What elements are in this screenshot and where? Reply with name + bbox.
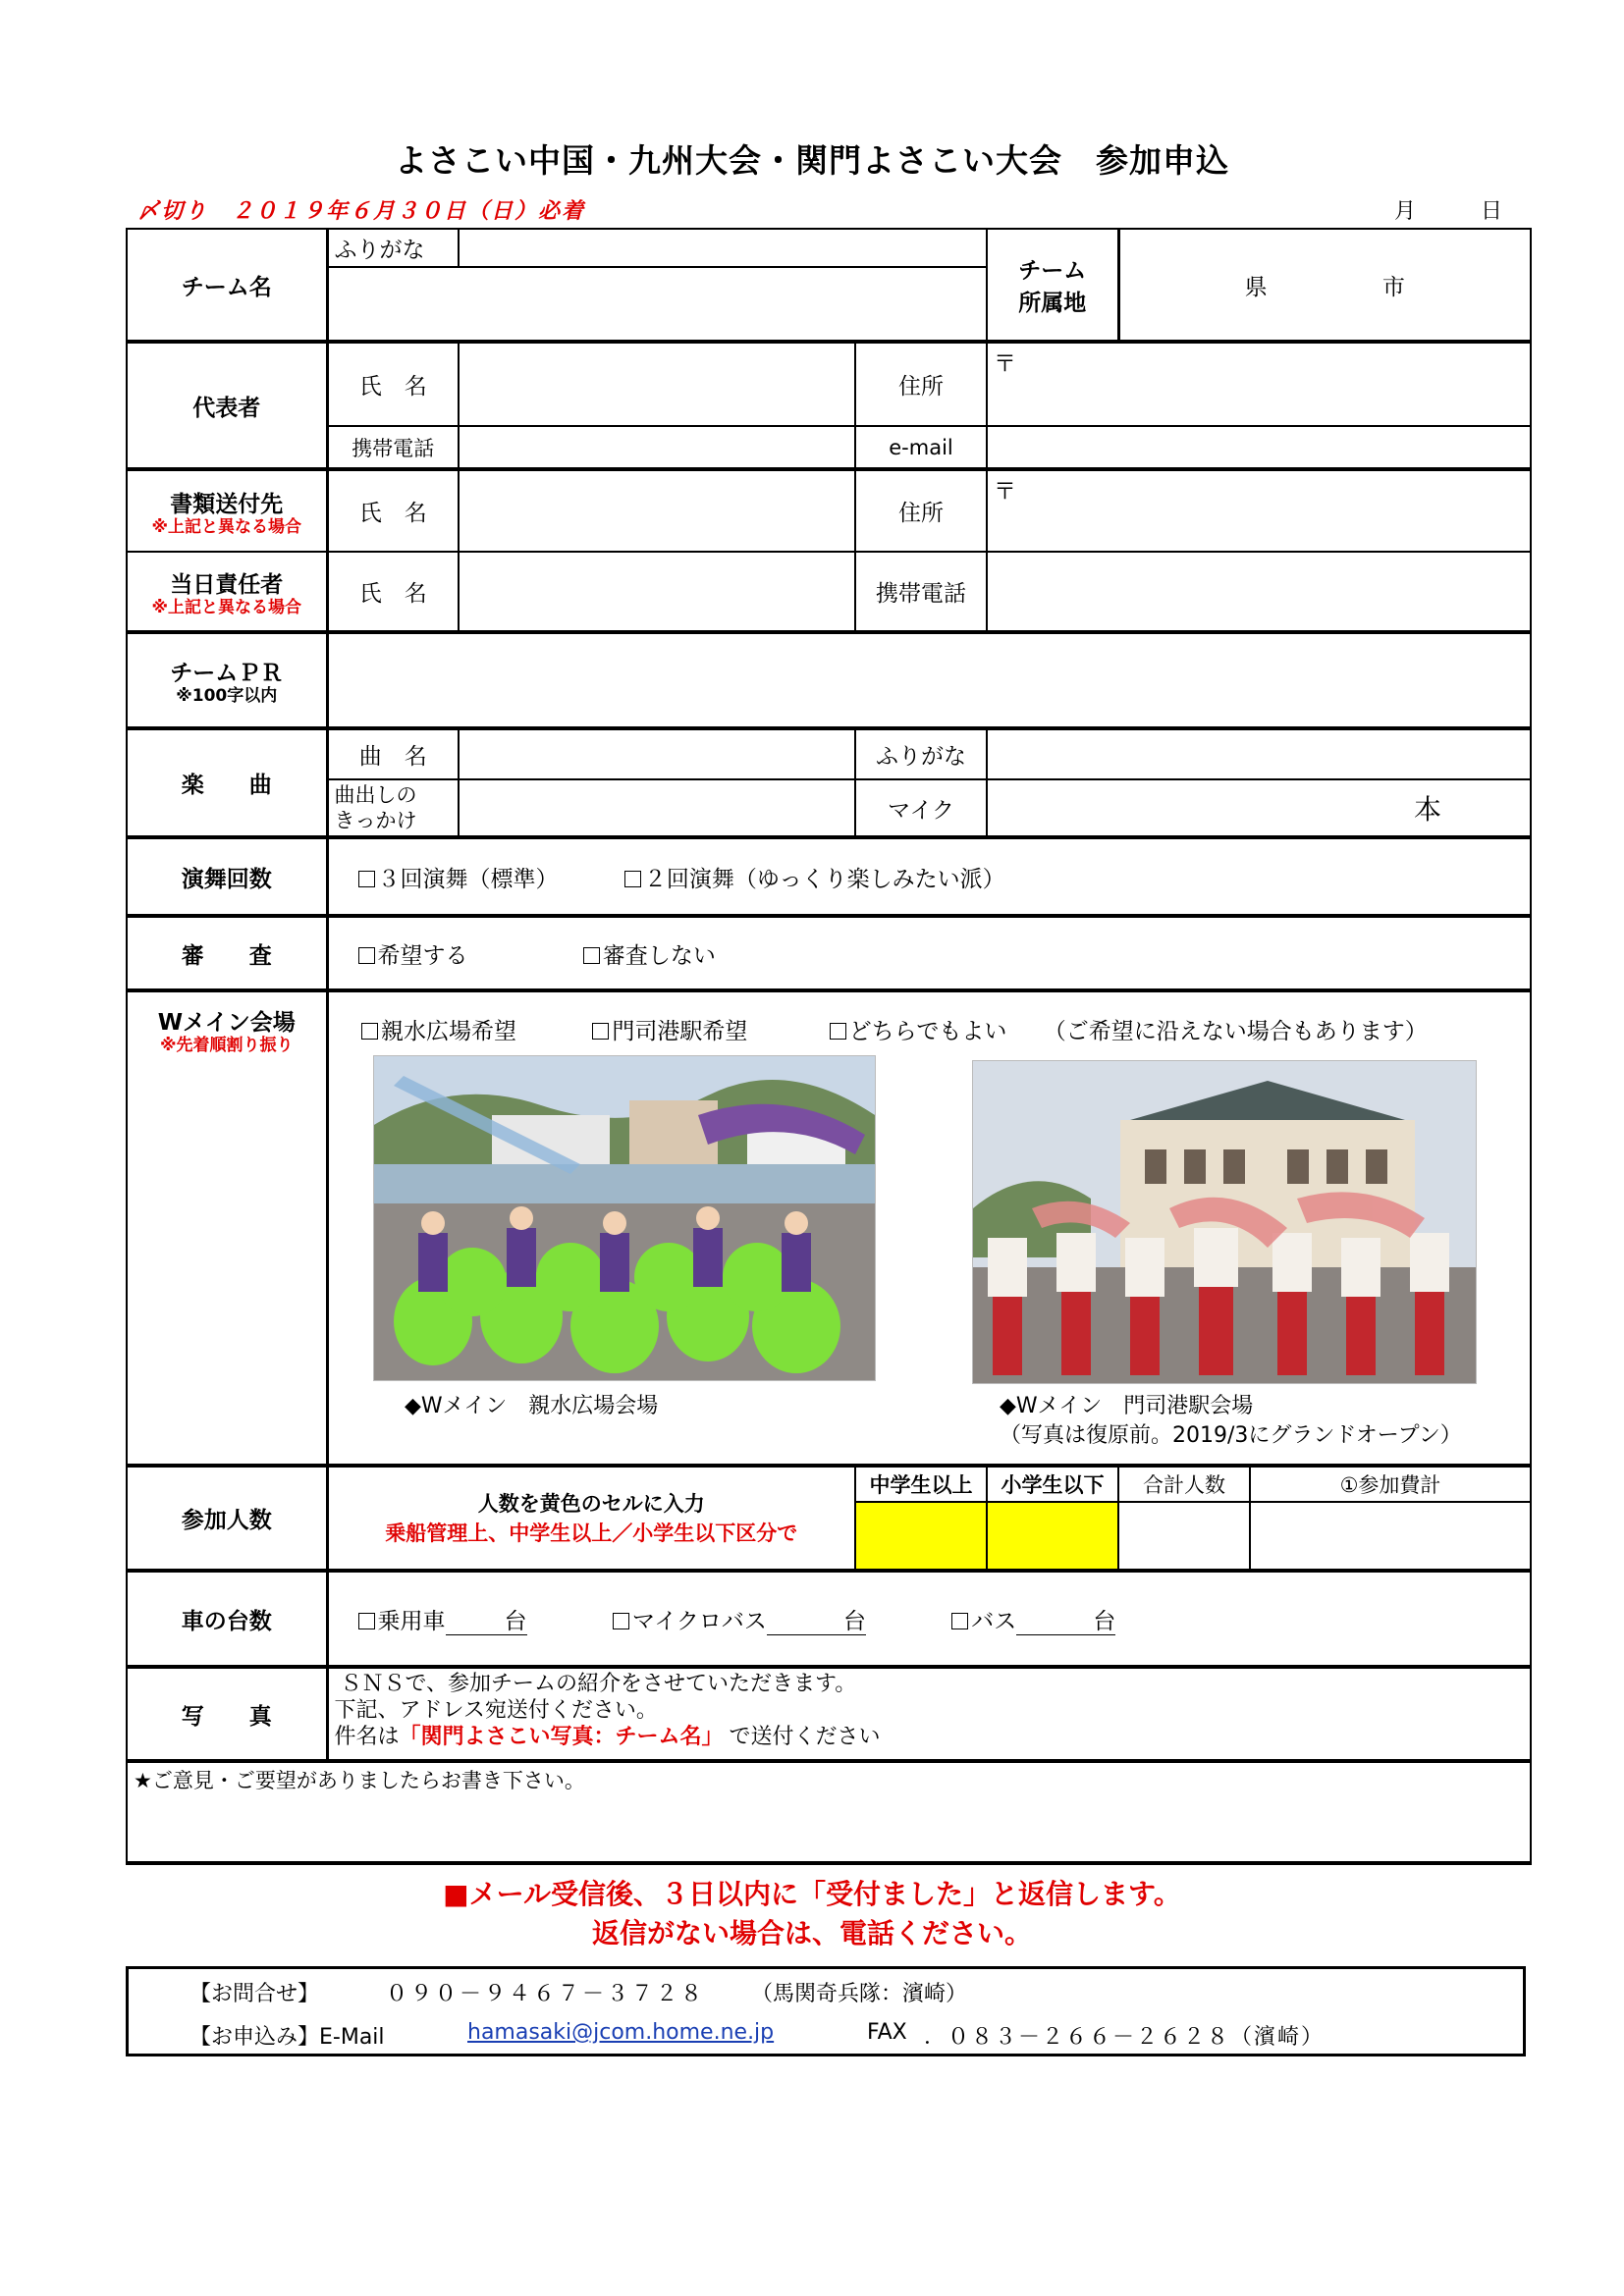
photo-line-3-suffix: で送付ください [729,1725,881,1749]
checkbox-icon[interactable] [830,1023,846,1040]
venue-option-any[interactable] [830,1019,1007,1044]
contact-box [126,1966,1526,2056]
team-pr-label [127,632,327,728]
vehicle-microbus-input[interactable] [767,1609,843,1635]
judging-no[interactable] [583,943,716,969]
date-month: 月 [1394,199,1417,224]
w-main-note: ※先着順割り振り [159,1036,294,1055]
participants-instruction-main: 人数を黄色のセルに入力 [477,1491,705,1516]
shinsui-caption: ◆Wメイン 親水広場会場 [405,1394,659,1418]
document-dest-label [127,469,327,552]
w-main-options [361,1013,1428,1045]
team-pr-note: ※100字以内 [176,686,278,707]
apply-email-link[interactable]: hamasaki@jcom.home.ne.jp [467,2020,775,2045]
vehicle-microbus[interactable] [613,1609,866,1634]
music-cue-label [327,779,459,837]
prefecture-label: 県 [1244,274,1268,300]
music-cue-input[interactable] [459,779,855,837]
fee-total-cell [1250,1502,1531,1571]
mojiko-venue-photo [972,1060,1477,1384]
participants-label: 参加人数 [127,1466,327,1571]
photo-subject-highlight: 「関門よさこい写真：チーム名」 [399,1725,724,1749]
vehicles-options [327,1571,1531,1667]
shinsui-venue-photo [373,1055,876,1381]
performances-options [327,837,1531,916]
vehicle-bus-label: バス [971,1608,1017,1634]
doc-name-label: 氏 名 [327,469,459,552]
checkbox-icon[interactable] [951,1613,968,1629]
mojiko-caption-note: （写真は復原前。2019/3にグランドオープン） [1000,1423,1462,1448]
checkbox-icon[interactable] [583,947,600,964]
rep-postal-mark: 〒 [994,351,1016,377]
shinsui-photo-illustration [374,1056,875,1380]
participants-instruction-note: 乗船管理上、中学生以上／小学生以下区分で [385,1521,798,1545]
team-area-label [987,229,1118,342]
rep-email-input[interactable] [987,426,1531,469]
perf-option-3-label: ３回演舞（標準） [377,866,559,892]
photo-line-3 [335,1724,1525,1750]
music-furigana-label: ふりがな [855,728,987,779]
doc-postal-mark: 〒 [994,479,1016,505]
photo-instructions [327,1667,1531,1761]
page-title: よさこい中国・九州大会・関門よさこい大会 参加申込 [395,141,1229,180]
music-furigana-input[interactable] [987,728,1531,779]
deadline-text: 〆切り ２０１９年６月３０日（日）必着 [137,199,586,224]
mgr-mobile-input[interactable] [987,552,1531,632]
participants-instruction [327,1466,855,1571]
photo-line-3-prefix: 件名は [334,1725,400,1749]
mojiko-caption-title: ◆Wメイン 門司港駅会場 [1000,1394,1254,1418]
music-title-label: 曲 名 [327,728,459,779]
vehicle-microbus-label: マイクロバス [631,1608,767,1634]
rep-address-label: 住所 [855,342,987,426]
mic-unit: 本 [1413,793,1441,826]
junior-high-count-input[interactable] [855,1502,987,1571]
mgr-mobile-label: 携帯電話 [855,552,987,632]
rep-mobile-input[interactable] [459,426,855,469]
perf-option-3[interactable] [358,867,559,892]
col-junior-high: 中学生以上 [855,1466,987,1502]
team-pr-input[interactable] [327,632,1531,728]
team-furigana-input[interactable] [459,229,987,267]
perf-option-2[interactable] [624,867,1005,892]
date-day: 日 [1481,199,1503,224]
day-manager-note: ※上記と異なる場合 [151,597,302,617]
day-manager-label [127,552,327,632]
vehicle-car-input[interactable] [446,1609,505,1635]
team-area-label-2: 所属地 [1018,291,1087,316]
mojiko-caption [1000,1392,1462,1451]
photo-line-2: 下記、アドレス宛送付ください。 [334,1698,658,1723]
inquiry-person: （馬関奇兵隊：濱崎） [751,1982,968,2006]
mojiko-photo-illustration [973,1061,1476,1383]
rep-name-label: 氏 名 [327,342,459,426]
vehicle-car-label: 乗用車 [377,1608,446,1634]
mic-label: マイク [855,779,987,837]
reply-notice-2: 返信がない場合は、電話ください。 [591,1917,1032,1949]
col-fee: ①参加費計 [1250,1466,1531,1502]
checkbox-icon[interactable] [613,1613,629,1629]
vehicle-bus-input[interactable] [1016,1609,1093,1635]
team-area-label-1: チーム [1018,258,1087,284]
venue-option-shinsui[interactable] [361,1019,516,1044]
venue-option-any-label: どちらでもよい [848,1019,1007,1044]
performances-label: 演舞回数 [127,837,327,916]
music-cue-label-2: きっかけ [334,809,417,832]
photo-label: 写 真 [127,1667,327,1761]
checkbox-icon[interactable] [361,1023,378,1040]
music-title-input[interactable] [459,728,855,779]
representative-label: 代表者 [127,342,327,469]
mgr-name-input[interactable] [459,552,855,632]
vehicle-bus[interactable] [951,1609,1115,1634]
mic-input[interactable] [987,779,1531,837]
checkbox-icon[interactable] [592,1023,609,1040]
elementary-count-input[interactable] [987,1502,1118,1571]
judging-options [327,916,1531,990]
comments-box[interactable] [127,1761,1531,1863]
checkbox-icon[interactable] [624,871,641,887]
day-manager-title: 当日責任者 [170,571,284,598]
team-furigana-label: ふりがな [327,229,459,267]
total-count-cell [1118,1502,1250,1571]
rep-name-input[interactable] [459,342,855,426]
team-pr-title: チームＰＲ [170,661,284,687]
vehicle-car-unit: 台 [504,1608,527,1634]
venue-option-shinsui-label: 親水広場希望 [381,1019,516,1044]
col-total: 合計人数 [1118,1466,1250,1502]
music-cue-label-1: 曲出しの [334,783,417,807]
judging-no-label: 審査しない [602,942,716,969]
rep-mobile-label: 携帯電話 [327,426,459,469]
checkbox-icon[interactable] [358,1613,375,1629]
mgr-name-label: 氏 名 [327,552,459,632]
rep-email-label: e-mail [855,426,987,469]
inquiry-phone[interactable]: ０９０－９４６７－３７２８ [386,1982,706,2006]
team-area-input[interactable] [1118,229,1531,342]
judging-yes-label: 希望する [377,942,468,969]
document-dest-note: ※上記と異なる場合 [151,516,302,537]
apply-label: 【お申込み】E-Mail [189,2025,385,2050]
w-main-title: Wメイン会場 [157,1010,296,1036]
venue-option-mojiko[interactable] [592,1019,747,1044]
checkbox-icon[interactable] [358,947,375,964]
doc-address-label: 住所 [855,469,987,552]
reply-notice-1: ■メール受信後、３日以内に「受付ました」と返信します。 [443,1878,1181,1910]
application-form [126,228,1532,1865]
music-label: 楽 曲 [127,728,327,837]
col-elementary: 小学生以下 [987,1466,1118,1502]
fax-label: FAX [867,2020,907,2045]
document-dest-title: 書類送付先 [170,491,284,517]
photo-line-1: ＳＮＳで、参加チームの紹介をさせていただきます。 [340,1672,857,1696]
doc-name-input[interactable] [459,469,855,552]
doc-address-input[interactable] [987,469,1531,552]
vehicle-microbus-unit: 台 [842,1608,866,1634]
vehicle-bus-unit: 台 [1093,1608,1116,1634]
vehicles-label: 車の台数 [127,1571,327,1667]
inquiry-label: 【お問合せ】 [189,1982,320,2006]
city-label: 市 [1381,274,1405,300]
judging-yes[interactable] [358,943,468,969]
comments-label: ★ご意見・ご要望がありましたらお書き下さい。 [134,1769,585,1792]
team-name-input[interactable] [327,267,987,342]
rep-address-input[interactable] [987,342,1531,426]
judging-label: 審 査 [127,916,327,990]
vehicle-car[interactable] [358,1609,527,1634]
w-main-label [127,990,327,1466]
team-name-label: チーム名 [127,229,327,342]
venue-option-mojiko-label: 門司港駅希望 [612,1019,748,1044]
perf-option-2-label: ２回演舞（ゆっくり楽しみたい派） [643,866,1005,892]
venue-option-note: （ご希望に沿えない場合もあります） [1043,1019,1428,1044]
fax-number: ．０８３－２６６－２６２８（濱崎） [924,2025,1326,2050]
checkbox-icon[interactable] [358,871,375,887]
